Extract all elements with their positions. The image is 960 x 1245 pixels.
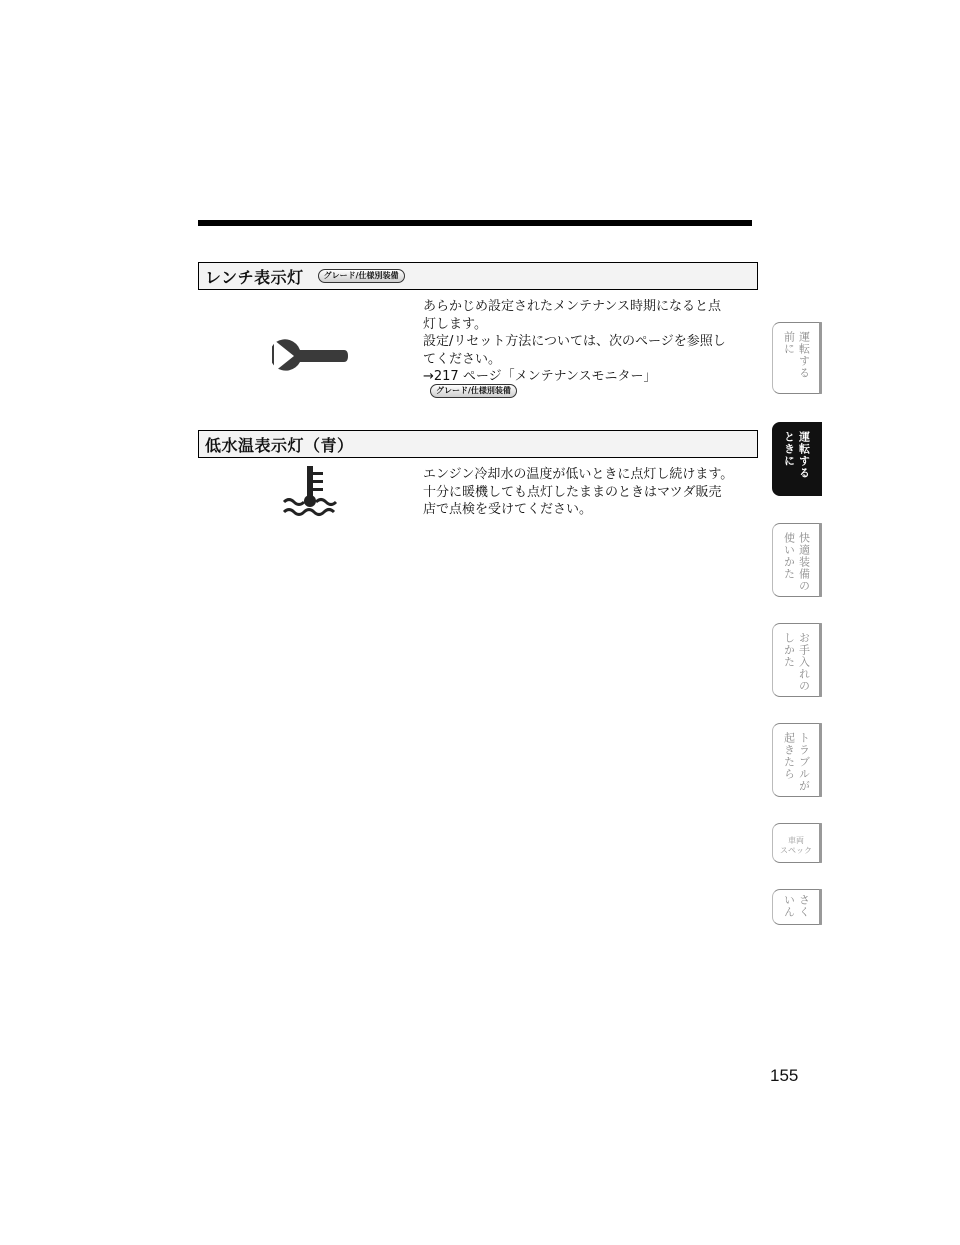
text-line: 店で点検を受けてください。 [423,502,593,517]
section-header-wrench [198,262,758,290]
tab-label: 運転する [797,431,811,479]
tab-label: ときに [782,431,796,467]
tab-label: さく [797,894,811,918]
top-rule [198,220,752,226]
coolant-temperature-icon [280,464,340,522]
coolant-description [423,466,753,519]
tab-label: トラブルが [797,732,811,792]
text-line: 灯します。 [423,316,487,332]
side-tab-index[interactable] [772,889,822,925]
section-title: レンチ表示灯 [205,267,304,287]
tab-label: 前に [782,331,796,355]
grade-badge-note: グレード/仕様別装備 [430,384,517,398]
side-tab-while-driving[interactable] [772,422,822,496]
grade-badge: グレード/仕様別装備 [318,269,405,283]
side-tab-troubleshooting[interactable] [772,723,822,797]
side-tab-maintenance[interactable] [772,623,822,697]
page-number: 155 [770,1066,799,1085]
tab-label: しかた [782,632,796,668]
side-tab-vehicle-specs[interactable] [772,823,822,863]
tab-label: お手入れの [797,632,811,692]
text-line: てください。 [423,351,502,367]
side-tab-before-driving[interactable] [772,322,822,394]
tab-label: 運転する [797,331,811,379]
tab-label: スペック [780,846,812,855]
section-header-coolant [198,430,758,458]
tab-label: 起きたら [782,732,796,780]
wrench-icon [272,336,350,376]
tab-label: 快適装備の [797,532,811,592]
text-line: エンジン冷却水の温度が低いときに点灯し続けます。 [423,467,734,482]
text-line: 十分に暖機しても点灯したままのときはマツダ販売 [423,484,722,500]
text-line: あらかじめ設定されたメンテナンス時期になると点 [423,299,721,314]
side-tab-comfort-equipment[interactable] [772,523,822,597]
page-reference: →217 ページ「メンテナンスモニター」 [423,369,657,384]
section-title: 低水温表示灯（青） [205,435,354,455]
wrench-description [423,298,753,386]
text-line: 設定/リセット方法については、次のページを参照し [423,334,726,349]
tab-label: 車両 [788,836,804,845]
tab-label: 使いかた [782,532,796,580]
tab-label: いん [782,894,796,918]
